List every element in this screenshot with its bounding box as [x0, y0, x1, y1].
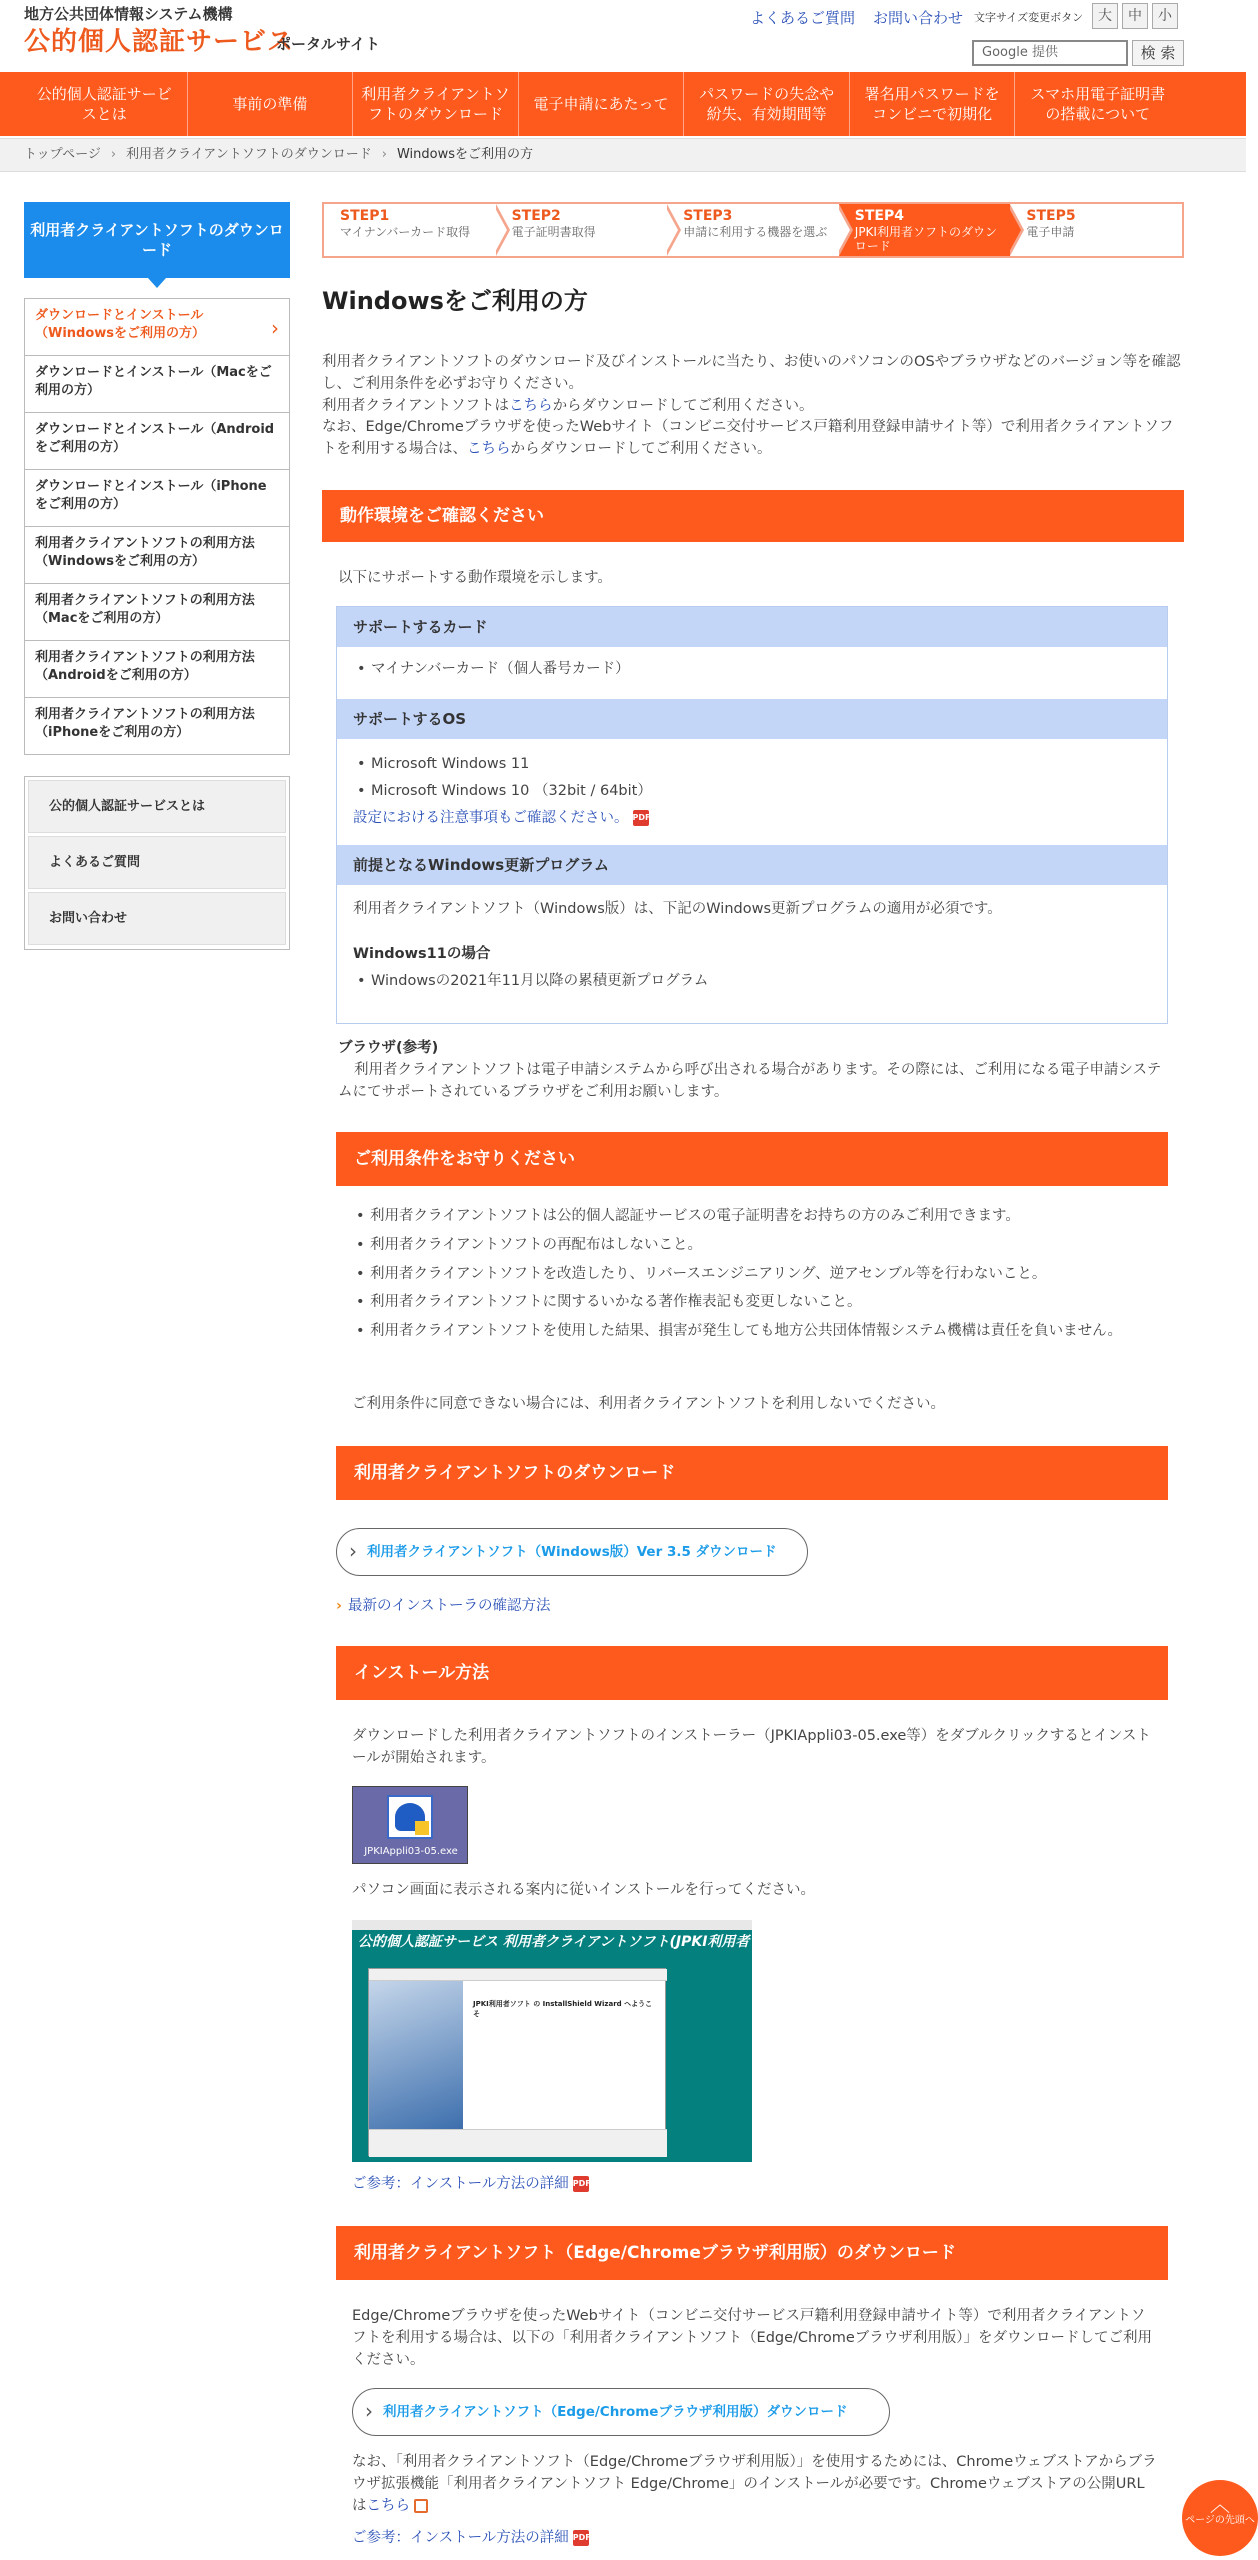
font-size-large-button[interactable]: 大 [1092, 3, 1118, 29]
os-item: • Microsoft Windows 11 [353, 751, 1151, 778]
installer-icon [387, 1795, 433, 1839]
edge-heading: 利用者クライアントソフト（Edge/Chromeブラウザ利用版）のダウンロード [336, 2226, 1168, 2280]
install-details-link[interactable]: ご参考：インストール方法の詳細 [352, 2176, 569, 2192]
back-to-top-label: ページの先頭へ [1185, 2515, 1255, 2526]
step-2[interactable] [496, 204, 668, 256]
step-1[interactable] [324, 204, 496, 256]
pdf-icon: PDF [573, 2176, 589, 2192]
intro-paragraph: 利用者クライアントソフトのダウンロード及びインストールに当たり、お使いのパソコンのOSやブラウザなどのバージョン等を確認し、ご利用条件を必ずお守りください。 [322, 354, 1181, 392]
contact-link[interactable]: お問い合わせ [873, 9, 964, 27]
windows-download-button[interactable]: › 利用者クライアントソフト（Windows版）Ver 3.5 ダウンロード [336, 1528, 808, 1576]
terms-item: • 利用者クライアントソフトは公的個人認証サービスの電子証明書をお持ちの方のみご利用できます。 [352, 1206, 1162, 1228]
pdf-icon: PDF [633, 810, 649, 826]
search-input[interactable]: Google 提供 [972, 40, 1128, 66]
breadcrumb-current: Windowsをご利用の方 [396, 147, 533, 162]
sidebar-title-arrow [148, 278, 166, 288]
chevron-right-icon: › [271, 316, 279, 340]
os-heading: サポートするOS [337, 699, 1167, 739]
browser-text: 利用者クライアントソフトは電子申請システムから呼び出される場合があります。その際には、ご利用になる電子申請システムにてサポートされているブラウザをご利用お願いします。 [338, 1062, 1162, 1100]
sidebar-item-iphone-usage[interactable]: 利用者クライアントソフトの利用方法（iPhoneをご利用の方） [25, 698, 289, 755]
sidebar-item-windows-download[interactable] [25, 299, 289, 356]
step-number: STEP3 [683, 208, 733, 224]
pdf-icon: PDF [573, 2530, 589, 2546]
installer-file-name: JPKIAppli03-05.exe [364, 1845, 458, 1857]
installer-screenshot [352, 1920, 798, 2162]
installer-dialog [368, 1968, 666, 2156]
env-lead: 以下にサポートする動作環境を示します。 [338, 570, 612, 586]
logo-subtitle: ポータルサイト [276, 35, 380, 53]
page-title: Windowsをご利用の方 [322, 287, 588, 315]
env-table [336, 606, 1168, 1024]
edge-text-1: Edge/Chromeブラウザを使ったWebサイト（コンビニ交付サービス戸籍利用登録申請サイト等）で利用者クライアントソフトを利用する場合は、以下の「利用者クライアントソフト（Edge/Chromeブラウザ利用版）」をダウンロードしてご利用ください。 [352, 2308, 1153, 2368]
header-links [750, 8, 981, 30]
step-5[interactable] [1010, 204, 1182, 256]
breadcrumb-download[interactable]: 利用者クライアントソフトのダウンロード [126, 147, 372, 162]
faq-link[interactable]: よくあるご質問 [750, 9, 856, 27]
search-button[interactable]: 検 索 [1132, 40, 1184, 66]
update-heading: 前提となるWindows更新プログラム [337, 845, 1167, 885]
step-arrow [667, 204, 681, 256]
card-heading: サポートするカード [337, 607, 1167, 647]
nav-item-password[interactable]: パスワードの失念や紛失、有効期間等 [684, 72, 850, 136]
browser-heading: ブラウザ(参考) [338, 1040, 439, 1056]
download-here-link[interactable]: こちら [509, 397, 553, 414]
site-logo[interactable]: 公的個人認証サービス [24, 27, 295, 57]
installer-check-link[interactable]: 最新のインストーラの確認方法 [347, 1598, 551, 1614]
terms-item: • 利用者クライアントソフトを改造したり、リバースエンジニアリング、逆アセンブル等を行わないこと。 [352, 1264, 1162, 1286]
step-3[interactable] [667, 204, 839, 256]
step-number: STEP2 [511, 208, 561, 224]
sidebar-item-android-usage[interactable]: 利用者クライアントソフトの利用方法（Androidをご利用の方） [25, 641, 289, 698]
installer-icon-image [352, 1786, 468, 1864]
install-text-2: パソコン画面に表示される案内に従いインストールを行ってください。 [352, 1882, 815, 1898]
terms-note: ご利用条件に同意できない場合には、利用者クライアントソフトを利用しないでください。 [352, 1396, 946, 1412]
sidebar-item-mac-usage[interactable]: 利用者クライアントソフトの利用方法（Macをご利用の方） [25, 584, 289, 641]
sidebar-link-contact[interactable]: お問い合わせ [28, 892, 286, 945]
breadcrumb-separator: › [110, 147, 117, 162]
env-heading: 動作環境をご確認ください [322, 490, 1184, 542]
step-arrow [1010, 204, 1024, 256]
nav-item-e-application[interactable]: 電子申請にあたって [519, 72, 685, 136]
sidebar-link-about[interactable]: 公的個人認証サービスとは [28, 780, 286, 833]
install-text-1: ダウンロードした利用者クライアントソフトのインストーラー（JPKIAppli03-05.exe等）をダブルクリックするとインストールが開始されます。 [352, 1728, 1151, 1766]
terms-heading: ご利用条件をお守りください [336, 1132, 1168, 1186]
step-label: 電子申請 [1026, 224, 1075, 239]
os-notes-link[interactable]: 設定における注意事項もご確認ください。 [353, 809, 629, 826]
step-label: 電子証明書取得 [511, 224, 596, 239]
edge-text-2: なお、「利用者クライアントソフト（Edge/Chromeブラウザ利用版）」を使用するためには、Chromeウェブストアからブラウザ拡張機能「利用者クライアントソフト Edge/Chrome」のインストールが必要です。Chromeウェブストアの公開URLはこちら [352, 2454, 1157, 2514]
sidebar-item-mac-download[interactable]: ダウンロードとインストール（Macをご利用の方） [25, 356, 289, 413]
sidebar-title[interactable]: 利用者クライアントソフトのダウンロード [24, 202, 290, 278]
breadcrumb-separator: › [381, 147, 387, 162]
terms-item: • 利用者クライアントソフトを使用した結果、損害が発生しても地方公共団体情報システム機構は責任を負いません。 [352, 1321, 1162, 1343]
sidebar-item-iphone-download[interactable]: ダウンロードとインストール（iPhoneをご利用の方） [25, 470, 289, 527]
font-size-label: 文字サイズ変更ボタン [974, 11, 1084, 24]
download-heading: 利用者クライアントソフトのダウンロード [336, 1446, 1168, 1500]
intro-text [322, 352, 1186, 461]
step-number: STEP4 [854, 208, 904, 224]
update-subheading: Windows11の場合 [353, 946, 491, 963]
sidebar-item-windows-usage[interactable]: 利用者クライアントソフトの利用方法（Windowsをご利用の方） [25, 527, 289, 584]
terms-list [352, 1206, 1162, 1350]
card-item: • マイナンバーカード（個人番号カード） [353, 659, 1151, 680]
sidebar-link-faq[interactable]: よくあるご質問 [28, 836, 286, 889]
nav-item-smartphone[interactable]: スマホ用電子証明書の搭載について [1030, 84, 1166, 123]
sidebar-links [24, 776, 290, 950]
breadcrumb-top[interactable]: トップページ [24, 147, 101, 162]
breadcrumb [0, 138, 1246, 172]
step-indicator [322, 202, 1184, 258]
nav-item-about[interactable]: 公的個人認証サービスとは [22, 72, 188, 136]
edge-download-here-link[interactable]: こちら [467, 441, 511, 457]
site-header [0, 0, 1246, 72]
step-arrow [496, 204, 510, 256]
edge-download-button[interactable]: › 利用者クライアントソフト（Edge/Chromeブラウザ利用版）ダウンロード [352, 2388, 890, 2436]
step-number: STEP5 [1026, 208, 1076, 224]
org-name: 地方公共団体情報システム機構 [24, 5, 233, 23]
terms-item: • 利用者クライアントソフトの再配布はしないこと。 [352, 1235, 1162, 1257]
sidebar-item-label: ダウンロードとインストール（Windowsをご利用の方） [35, 308, 206, 341]
arrow-up-icon: ︿ [1210, 2492, 1230, 2516]
terms-item: • 利用者クライアントソフトに関するいかなる著作権表記も変更しないこと。 [352, 1292, 1162, 1314]
intro-paragraph: なお、Edge/Chromeブラウザを使ったWebサイト（コンビニ交付サービス戸籍利用登録申請サイト等）で利用者クライアントソフトを利用する場合は、こちらからダウンロードしてご利用ください。 [322, 419, 1174, 457]
font-size-medium-button[interactable]: 中 [1122, 3, 1148, 29]
installer-dialog-title: JPKI利用者ソフト の InstallShield Wizard へようこそ [473, 2000, 653, 2019]
edge-install-details-link[interactable]: ご参考：インストール方法の詳細 [352, 2530, 569, 2546]
back-to-top-button[interactable] [1182, 2480, 1258, 2556]
sidebar-list [24, 298, 290, 755]
update-text: 利用者クライアントソフト（Windows版）は、下記のWindows更新プログラムの適用が必須です。 [353, 901, 1002, 917]
step-arrow [839, 204, 853, 256]
step-4[interactable] [839, 204, 1011, 256]
font-size-small-button[interactable]: 小 [1152, 3, 1178, 29]
step-label: マイナンバーカード取得 [340, 224, 471, 239]
installer-banner-title: 公的個人認証サービス 利用者クライアントソフト(JPKI利用者ソフト) [358, 1934, 798, 1950]
os-item: • Microsoft Windows 10 （32bit / 64bit） [353, 778, 1151, 805]
nav-item-download[interactable]: 利用者クライアントソフトのダウンロード [353, 72, 519, 136]
global-nav [0, 72, 1246, 136]
sidebar-item-android-download[interactable]: ダウンロードとインストール（Androidをご利用の方） [25, 413, 289, 470]
external-link-icon [414, 2499, 428, 2513]
install-heading: インストール方法 [336, 1646, 1168, 1700]
chrome-store-link[interactable]: こちら [366, 2497, 410, 2514]
nav-item-preparation[interactable]: 事前の準備 [188, 72, 354, 136]
step-number: STEP1 [340, 208, 390, 224]
step-label: 申請に利用する機器を選ぶ [683, 224, 828, 239]
nav-item-convenience-store[interactable]: 署名用パスワードをコンビニで初期化 [850, 72, 1016, 136]
update-item: • Windowsの2021年11月以降の累積更新プログラム [353, 971, 1151, 992]
intro-paragraph: 利用者クライアントソフトはこちらからダウンロードしてご利用ください。 [322, 397, 814, 414]
step-label: JPKI利用者ソフトのダウンロード [854, 224, 997, 254]
